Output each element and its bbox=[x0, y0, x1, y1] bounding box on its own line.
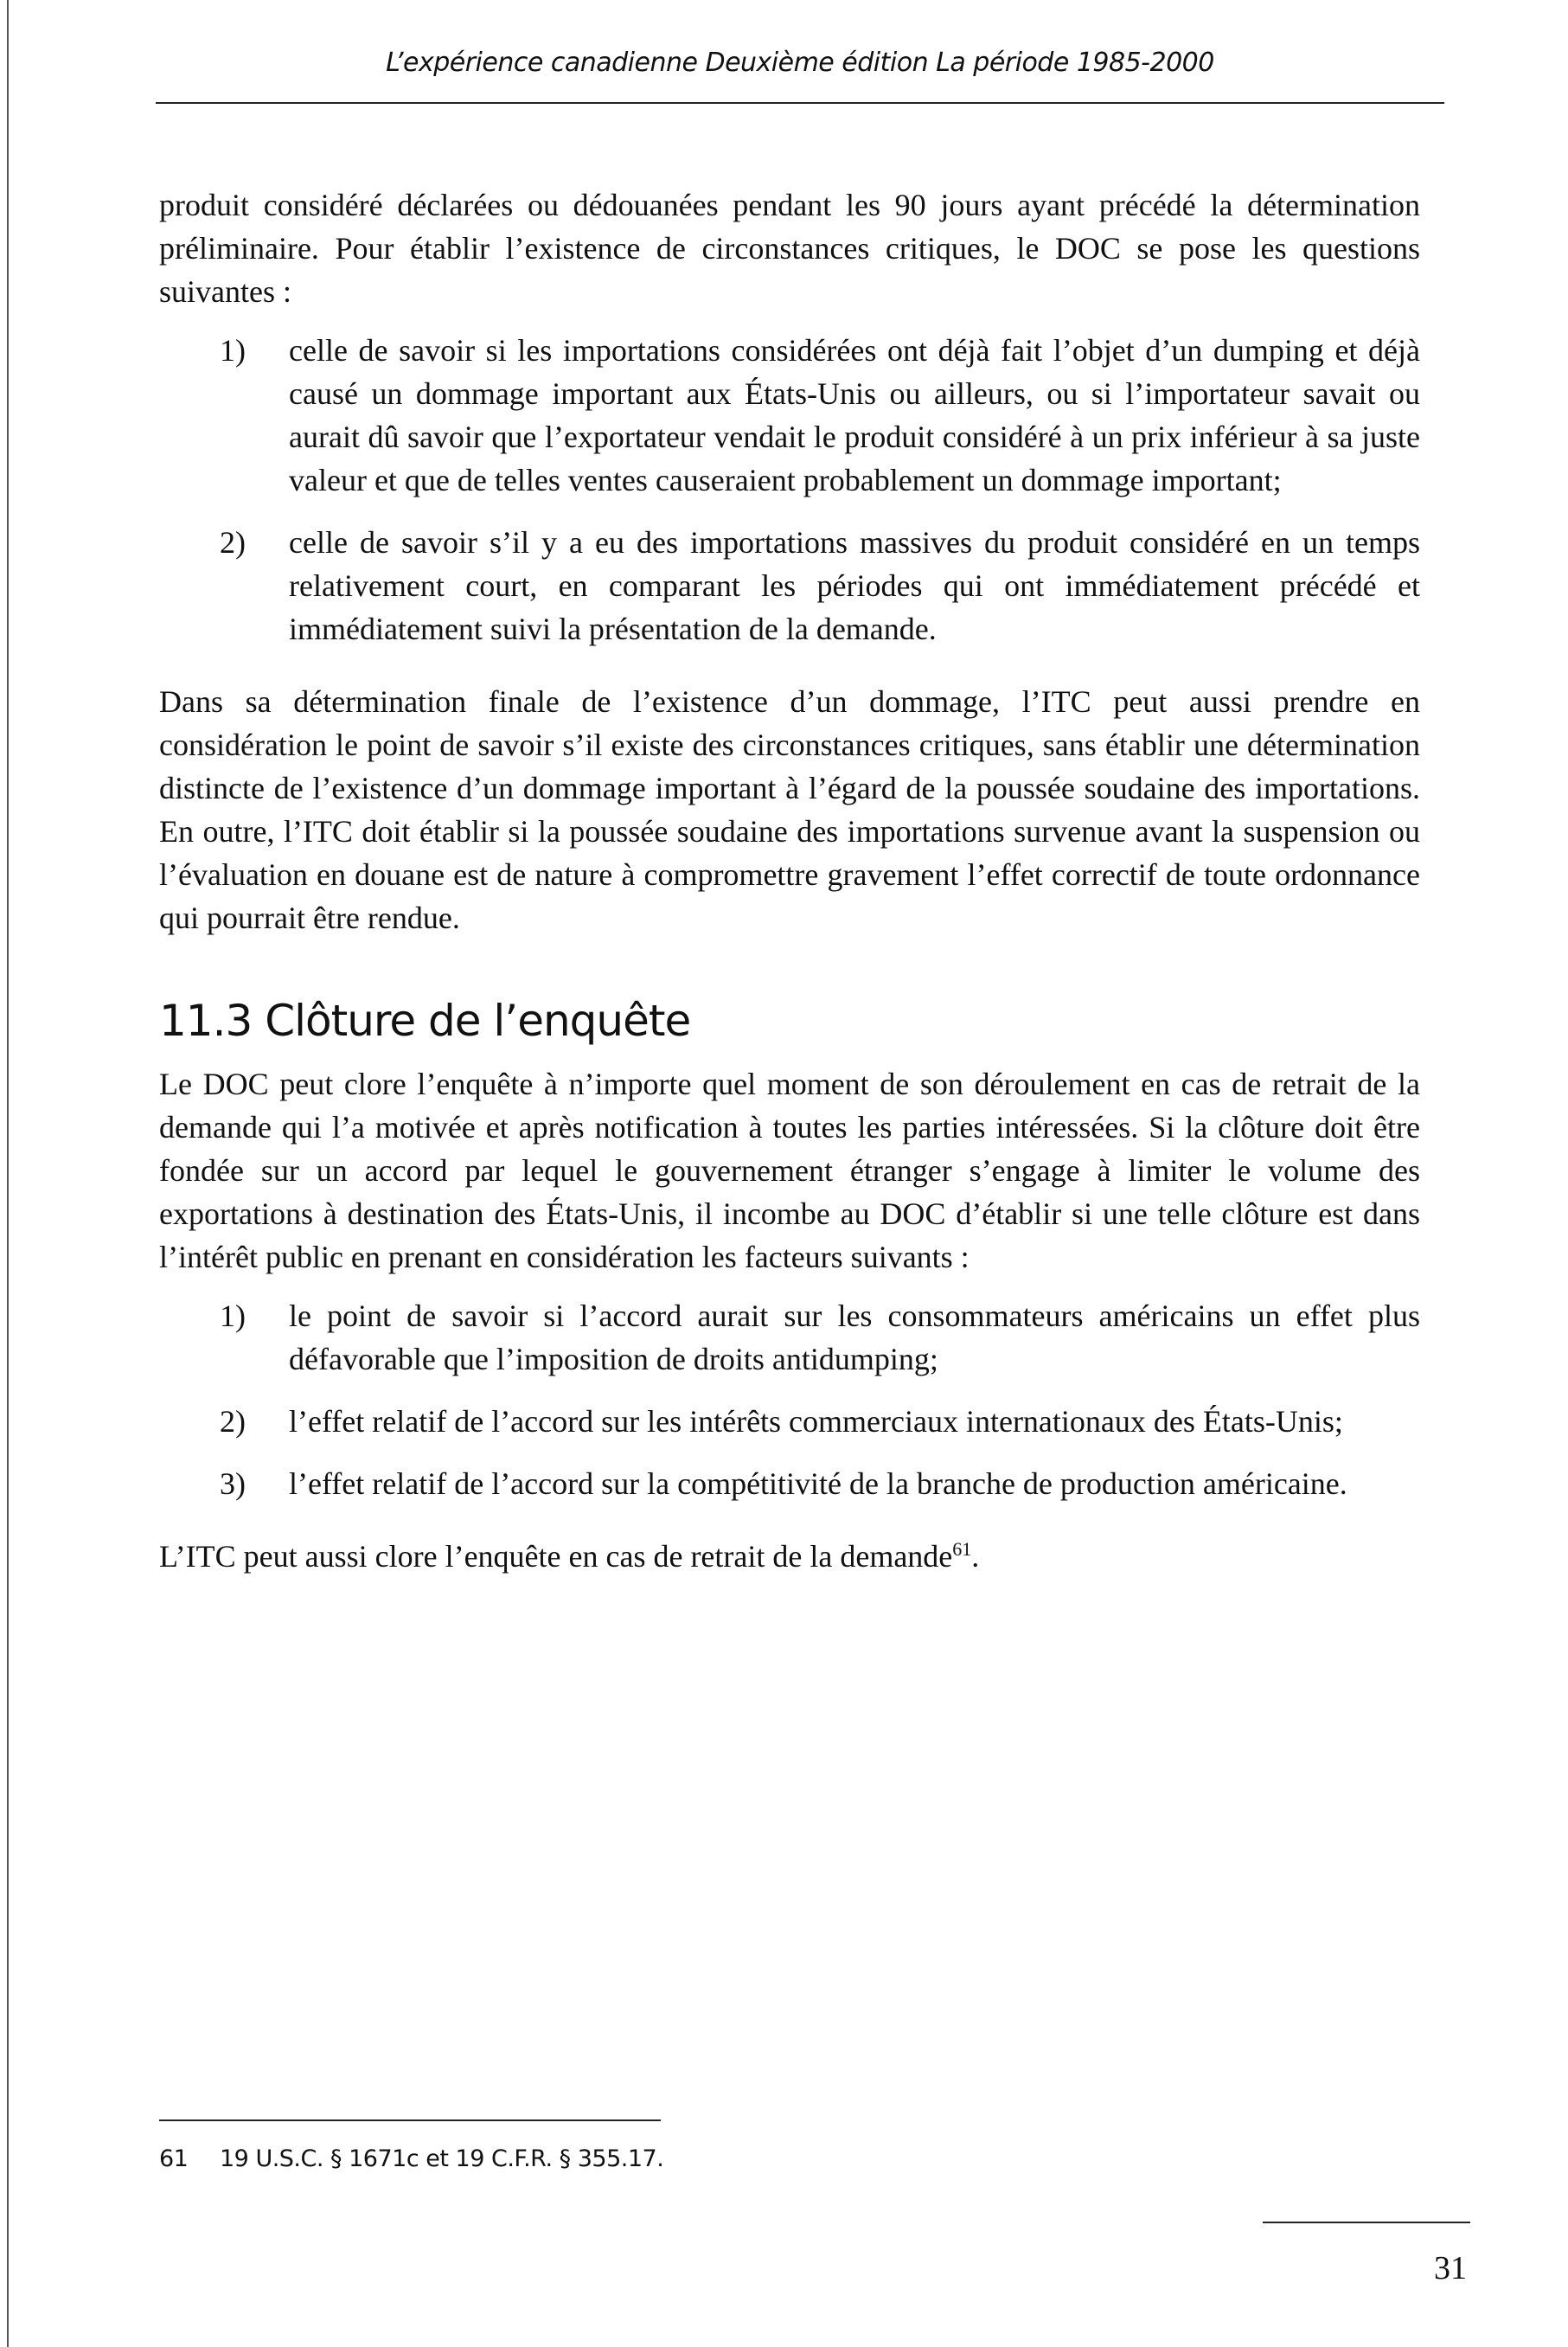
footnote bbox=[159, 2145, 663, 2172]
closing-text: L’ITC peut aussi clore l’enquête en cas de retrait de la demande bbox=[159, 1539, 953, 1574]
footnote-reference[interactable]: 61 bbox=[952, 1538, 972, 1560]
section-heading: 11.3 Clôture de l’enquête bbox=[159, 996, 691, 1046]
list-item-number: 3) bbox=[220, 1466, 246, 1501]
list-item-text: celle de savoir si les importations considérées ont déjà fait l’objet d’un dumping et déjà causé un dommage important aux États-Unis ou ailleurs, ou si l’importateur savait ou aurait dû savoir que l’exportateur vendait le produit considéré à un prix inférieur à sa juste valeur et que de telles ventes causeraient probablement un dommage important; bbox=[289, 333, 1420, 497]
list-item-text: l’effet relatif de l’accord sur la compétitivité de la branche de production américaine. bbox=[289, 1466, 1347, 1501]
factors-list bbox=[159, 1294, 1420, 1505]
footnote-rule bbox=[159, 2119, 661, 2121]
intro-paragraph: produit considéré déclarées ou dédouanées pendant les 90 jours ayant précédé la détermination préliminaire. Pour établir l’existence de circonstances critiques, le DOC se pose les questions suivantes : bbox=[159, 188, 1420, 309]
itc-paragraph: Dans sa détermination finale de l’existence d’un dommage, l’ITC peut aussi prendre en considération le point de savoir s’il existe des circonstances critiques, sans établir une détermination distincte de l’existence d’un dommage important à l’égard de la poussée soudaine des importations. En outre, l’ITC doit établir si la poussée soudaine des importations survenue avant la suspension ou l’évaluation en douane est de nature à compromettre gravement l’effet correctif de toute ordonnance qui pourrait être rendue. bbox=[159, 684, 1420, 935]
list-item bbox=[159, 1294, 1420, 1381]
list-item-number: 1) bbox=[220, 333, 246, 368]
footer-rule bbox=[1263, 2222, 1470, 2223]
header-rule bbox=[156, 102, 1444, 104]
list-item bbox=[159, 1400, 1420, 1443]
list-item-text: le point de savoir si l’accord aurait sur les consommateurs américains un effet plus défavorable que l’imposition de droits antidumping; bbox=[289, 1299, 1420, 1376]
list-item-number: 2) bbox=[220, 525, 246, 560]
running-header: L’expérience canadienne Deuxième édition La période 1985-2000 bbox=[386, 48, 1214, 78]
list-item bbox=[159, 329, 1420, 502]
list-item-number: 1) bbox=[220, 1299, 246, 1333]
questions-list bbox=[159, 329, 1420, 651]
footnote-text: 19 U.S.C. § 1671c et 19 C.F.R. § 355.17. bbox=[220, 2145, 664, 2172]
list-item-number: 2) bbox=[220, 1404, 246, 1439]
page-content bbox=[159, 183, 1420, 1578]
page-edge-line bbox=[7, 0, 9, 2347]
closing-paragraph bbox=[159, 1535, 1420, 1578]
footnote-number: 61 bbox=[159, 2145, 189, 2172]
list-item-text: celle de savoir s’il y a eu des importations massives du produit considéré en un temps relativement court, en comparant les périodes qui ont immédiatement précédé et immédiatement suivi la présentation de la demande. bbox=[289, 525, 1420, 646]
list-item-text: l’effet relatif de l’accord sur les intérêts commerciaux internationaux des États-Unis; bbox=[289, 1404, 1343, 1439]
list-item bbox=[159, 521, 1420, 651]
list-item bbox=[159, 1462, 1420, 1505]
section-paragraph: Le DOC peut clore l’enquête à n’importe quel moment de son déroulement en cas de retrait de la demande qui l’a motivée et après notification à toutes les parties intéressées. Si la clôture doit être fondée sur un accord par lequel le gouvernement étranger s’engage à limiter le volume des exportations à destination des États-Unis, il incombe au DOC d’établir si une telle clôture est dans l’intérêt public en prenant en considération les facteurs suivants : bbox=[159, 1067, 1420, 1274]
page-number: 31 bbox=[1434, 2250, 1467, 2286]
closing-period: . bbox=[971, 1539, 980, 1574]
